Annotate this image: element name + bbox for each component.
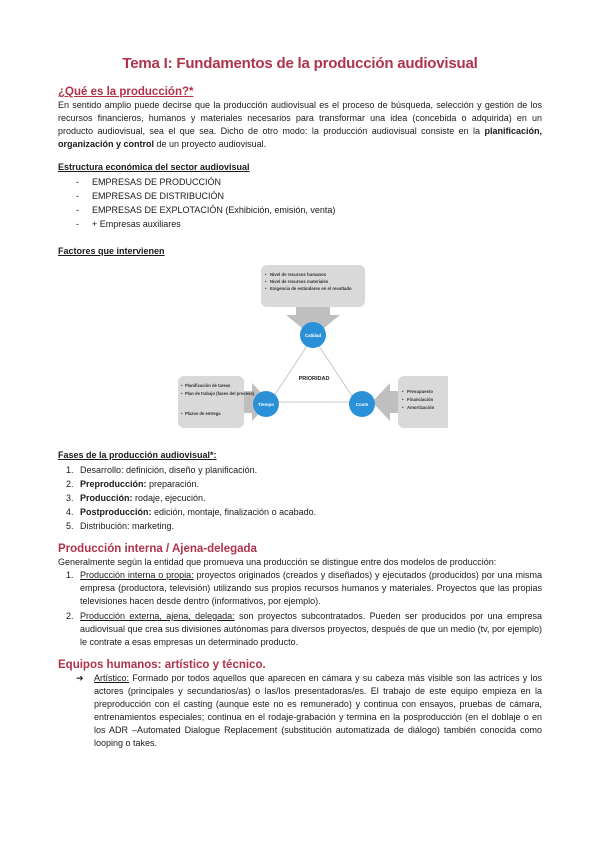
- phases-list: [58, 463, 542, 533]
- svg-text:•••: • • •: [402, 389, 404, 410]
- teams-list: [58, 672, 542, 750]
- calidad-label: Calidad: [304, 333, 322, 338]
- svg-text:•••: • • •: [181, 383, 183, 416]
- list-item: 1. Desarrollo: definición, diseño y planificación.: [76, 463, 542, 477]
- intro-paragraph: [58, 99, 542, 151]
- list-item: 2. Preproducción: preparación.: [76, 477, 542, 491]
- factors-heading: Factores que intervienen: [58, 246, 165, 256]
- intro-text-2: de un proyecto audiovisual.: [154, 139, 267, 149]
- top-box-line: Nivel de recursos materiales: [270, 279, 329, 284]
- arrow-icon: ➔: [76, 673, 84, 683]
- right-arrow: [372, 383, 398, 421]
- right-box-line: Amortización: [407, 405, 435, 410]
- factors-diagram-svg: [178, 263, 448, 443]
- page-title: Tema I: Fundamentos de la producción audiovisual: [122, 55, 478, 72]
- list-item: ➔ Artístico: Formado por todos aquellos que aparecen en cámara y su cabeza más visible son las actrices y los actores (principales y secundarios/as) o las/los presentadoras/es. El trabajo de este equipo empieza en la preproducción con el casting (aunque este no es remunerado) y continua con ensayos, pruebas de cámara, entrenamientos especiales; continua en el rodaje-grabación y termina en la posproducción (en el doblaje o en los ADR –Automated Dialogue Replacement (substitución automatizada de diálogo) también conocida como looping o takes.: [76, 673, 542, 748]
- internal-intro: Generalmente según la entidad que promueva una producción se distingue entre dos modelos de producción:: [58, 557, 497, 567]
- coste-label: Coste: [355, 402, 369, 407]
- right-box-line: Financiación: [407, 397, 434, 402]
- phases-heading: Fases de la producción audiovisual*:: [58, 450, 217, 460]
- section-heading-que-es: ¿Qué es la producción?*: [58, 86, 194, 98]
- list-item: 2. Producción externa, ajena, delegada: son proyectos subcontratados. Pueden ser producidos por una empresa audiovisual que crea sus divisiones autónomas para diversos proyectos, después de que un medio (tv, por ejemplo) le contrate a esas empresas un determinado producto.: [76, 610, 542, 649]
- tiempo-label: Tiempo: [258, 402, 274, 407]
- list-item: 4. Postproducción: edición, montaje, finalización o acabado.: [76, 505, 542, 519]
- list-item: 1. Producción interna o propia: proyectos originados (creados y diseñados) y ejecutados (producidos) por una misma empresa (productora, televisión) utilizando sus propios recursos humanos y materiales. Proyectos que las propias televisiones hacen desde dentro (informativos, por ejemplo).: [76, 569, 542, 608]
- list-item: - EMPRESAS DE EXPLOTACIÓN (Exhibición, emisión, venta): [76, 203, 542, 217]
- section-heading-internal: Producción interna / Ajena-delegada: [58, 543, 257, 555]
- intro-text-1: En sentido amplio puede decirse que la producción audiovisual es el proceso de búsqueda, selección y gestión de los recursos financieros, humanos y materiales necesarios para transformar una idea (concebida o adquirida) en un producto audiovisual, sea el que sea. Dicho de otro modo: la producción audiovisual consiste en la: [58, 100, 542, 136]
- right-box-line: Presupuesto: [407, 389, 434, 394]
- priority-label: PRIORIDAD: [298, 376, 330, 382]
- list-item: 3. Producción: rodaje, ejecución.: [76, 491, 542, 505]
- top-box-line: Nivel de recursos humanos: [270, 272, 327, 277]
- structure-list: [58, 175, 542, 231]
- factors-diagram: [178, 263, 435, 443]
- svg-text:Presupuesto Financiaci: [407, 389, 435, 410]
- left-box-line: Plazos de entrega: [185, 411, 221, 416]
- right-factor-box: [398, 376, 448, 428]
- svg-text:•••: • • •: [265, 272, 267, 291]
- left-box-line: Plan de trabajo (fases del proceso): [185, 391, 255, 396]
- list-item: - EMPRESAS DE PRODUCCIÓN: [76, 175, 542, 189]
- top-box-line: Exigencia de estándares en el resultado: [270, 286, 352, 291]
- list-item: - + Empresas auxiliares: [76, 217, 542, 231]
- internal-list: [58, 569, 542, 649]
- section-heading-teams: Equipos humanos: artístico y técnico.: [58, 659, 266, 671]
- left-box-line: Planificación de tareas: [185, 383, 231, 388]
- structure-heading: Estructura económica del sector audiovisual: [58, 162, 250, 172]
- intro-bold: planificación, organización y control: [58, 126, 542, 149]
- list-item: - EMPRESAS DE DISTRIBUCIÓN: [76, 189, 542, 203]
- list-item: 5. Distribución: marketing.: [76, 519, 542, 533]
